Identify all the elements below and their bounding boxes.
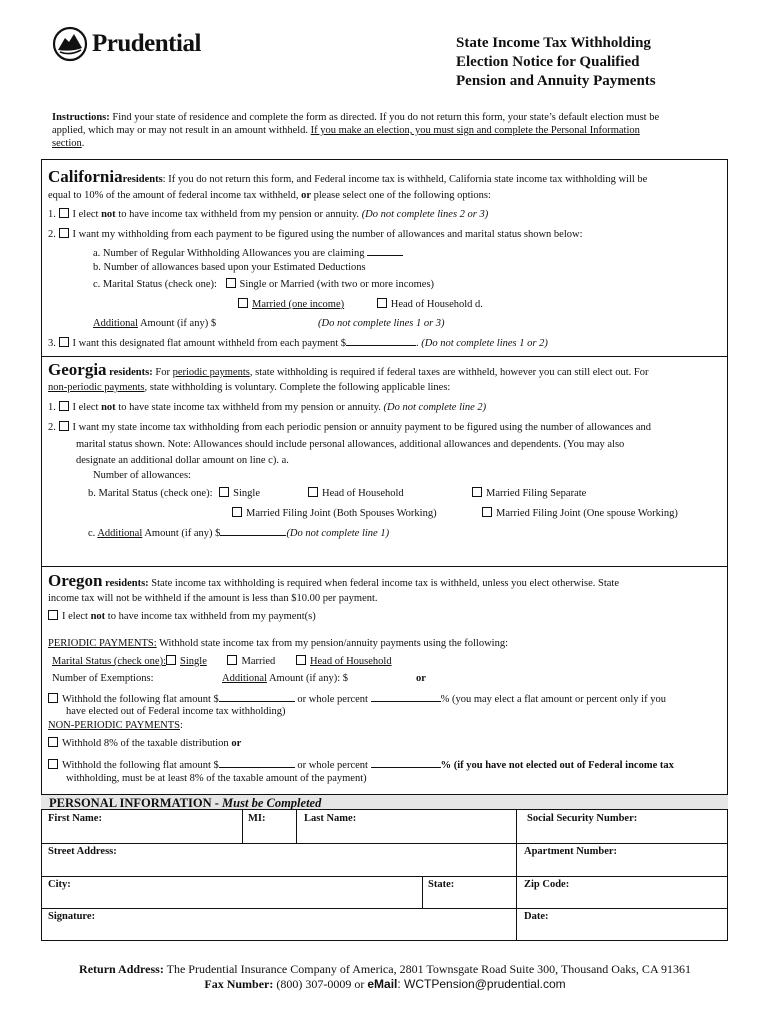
ga-mfj-both-checkbox[interactable] [232,507,242,517]
ga-opt2-checkbox[interactable] [59,421,69,431]
col-line-mi [242,810,243,843]
row-line-3 [41,908,728,909]
street-address-field[interactable]: Street Address: [48,846,117,857]
ca-opt1-checkbox[interactable] [59,208,69,218]
or-elect-not-checkbox[interactable] [48,610,58,620]
ca-hoh-checkbox[interactable] [377,298,387,308]
or-flat1-amount-field[interactable] [219,691,295,702]
ga-opt1-checkbox[interactable] [59,401,69,411]
or-flat1-percent-field[interactable] [371,691,441,702]
oregon-intro-line-2: income tax will not be withheld if the amount is less than $10.00 per payment. [48,593,378,604]
or-flat1-checkbox[interactable] [48,693,58,703]
return-address: Return Address: The Prudential Insurance Company of America, 2801 Townsgate Road Suite 300, Thousand Oaks, CA 91361 [79,962,691,976]
ga-additional-amount: c. Additional Amount (if any) $ (Do not complete line 1) [88,525,389,540]
or-exemptions: Number of Exemptions: [52,673,154,684]
or-single-checkbox[interactable] [166,655,176,665]
georgia-intro-line-2: non-periodic payments, state withholding is voluntary. Complete the following applicable lines: [48,382,451,393]
ca-no-lines-1-3: (Do not complete lines 1 or 3) [318,318,445,329]
row-line-1 [41,843,728,844]
or-withhold-8: Withhold 8% of the taxable distribution or [48,737,241,750]
ca-opt3-checkbox[interactable] [59,337,69,347]
or-periodic-heading: PERIODIC PAYMENTS: Withhold state income tax from my pension/annuity payments using the following: [48,638,509,649]
ga-option-2-line-2: marital status shown. Note: Allowances should include personal allowances, additional allowances and dependents. (You may also [76,439,625,450]
ca-flat-amount-field[interactable] [346,335,416,346]
ga-option-2-line-3: designate an additional dollar amount on line c). a. [76,455,289,466]
or-flat2-checkbox[interactable] [48,759,58,769]
ca-allowances-field[interactable] [367,245,403,256]
ga-mfj-one-option: Married Filing Joint (One spouse Working) [482,507,678,520]
california-intro-line-1: Californiaresidents: If you do not return this form, and Federal income tax is withheld, California state income tax withholding will be [48,167,648,186]
divider-ga-or [41,566,728,567]
ga-marital-row-1: b. Marital Status (check one): Single [88,488,260,499]
or-flat2-percent-field[interactable] [371,757,441,768]
ga-mfs-option: Married Filing Separate [472,487,586,500]
georgia-intro-line-1: Georgia residents: For periodic payments, state withholding is required if federal taxes are withheld, however you can still elect out. For [48,360,649,379]
form-title [456,34,656,91]
title-line-1: State Income Tax Withholding [456,35,651,51]
mi-field[interactable]: MI: [248,813,266,824]
or-flat-amount-2: Withhold the following flat amount $ or whole percent % (if you have not elected out of Federal income tax [48,757,674,772]
or-married-checkbox[interactable] [227,655,237,665]
rock-logo-icon [52,26,88,62]
ssn-field[interactable]: Social Security Number: [527,813,638,824]
state-field[interactable]: State: [428,879,455,890]
first-name-field[interactable]: First Name: [48,813,102,824]
ca-single-married-checkbox[interactable] [226,278,236,288]
ca-additional-amount: Additional Amount (if any) $ [93,318,217,329]
instructions-line-1: Instructions: Find your state of residence and complete the form as directed. If you do not return this form, your state’s default election must be [52,112,660,123]
or-flat-amount-2-line-2: withholding, must be at least 8% of the taxable amount of the payment) [66,773,367,784]
ga-allowances: Number of allowances: [93,470,191,481]
ga-hoh-checkbox[interactable] [308,487,318,497]
ga-option-2: 2. I want my state income tax withholding from each periodic pension or annuity payment to be figured using the number of allowances and [48,422,652,433]
col-line-last [296,810,297,843]
ga-mfs-checkbox[interactable] [472,487,482,497]
col-line-right [516,810,517,941]
prudential-logo [52,24,222,64]
or-marital-row: Marital Status (check one): Single Married Head of Household [52,656,392,667]
ca-married-one-checkbox[interactable] [238,298,248,308]
or-withhold8-checkbox[interactable] [48,737,58,747]
or-nonperiodic-heading: NON-PERIODIC PAYMENTS: [48,720,183,731]
ca-option-2a: a. Number of Regular Withholding Allowances you are claiming [93,245,403,260]
ca-option-2: 2. I want my withholding from each payment to be figured using the number of allowances and marital status shown below: [48,229,583,240]
signature-field[interactable]: Signature: [48,911,96,922]
oregon-intro-line-1: Oregon residents: State income tax withholding is required when federal income tax is withheld, unless you elect otherwise. State [48,571,619,590]
city-field[interactable]: City: [48,879,71,890]
ga-option-1: 1. I elect not to have state income tax withheld from my pension or annuity. (Do not complete line 2) [48,402,487,413]
logo-wordmark: Prudential [92,30,201,57]
or-flat-amount-1: Withhold the following flat amount $ or whole percent % (you may elect a flat amount or percent only if you [48,691,666,706]
california-intro-line-2: equal to 10% of the amount of federal income tax withheld, or please select one of the following options: [48,190,491,201]
or-flat-amount-1-line-2: have elected out of Federal income tax withholding) [66,706,286,717]
zip-code-field[interactable]: Zip Code: [524,879,570,890]
ca-option-2b: b. Number of allowances based upon your Estimated Deductions [93,262,366,273]
title-line-2: Election Notice for Qualified [456,54,640,70]
fax-email-line: Fax Number: (800) 307-0009 or eMail: WCTPension@prudential.com [204,977,566,991]
or-flat2-amount-field[interactable] [219,757,295,768]
row-line-2 [41,876,728,877]
or-elect-not: I elect not to have income tax withheld from my payment(s) [48,610,316,623]
ga-single-checkbox[interactable] [219,487,229,497]
ca-married-one-row: Married (one income) Head of Household d. [238,298,483,311]
ga-additional-field[interactable] [220,525,286,536]
apartment-number-field[interactable]: Apartment Number: [524,846,618,857]
ga-mfj-both-option: Married Filing Joint (Both Spouses Working) [232,507,437,520]
personal-info-heading: PERSONAL INFORMATION - Must be Completed [49,796,322,810]
divider-ca-ga [41,356,728,357]
ca-option-3: 3. I want this designated flat amount withheld from each payment $ . (Do not complete lines 1 or 2) [48,335,548,350]
last-name-field[interactable]: Last Name: [304,813,357,824]
instructions-line-2: applied, which may or may not result in an amount withheld. If you make an election, you must sign and complete the Personal Information [52,125,640,136]
ca-option-1: 1. I elect not to have income tax withheld from my pension or annuity. (Do not complete lines 2 or 3) [48,209,489,220]
or-hoh-checkbox[interactable] [296,655,306,665]
or-or-label: or [416,673,426,684]
ca-option-2c: c. Marital Status (check one): Single or Married (with two or more incomes) [93,279,435,290]
ca-opt2-checkbox[interactable] [59,228,69,238]
or-additional-amount: Additional Amount (if any): $ [222,673,348,684]
title-line-3: Pension and Annuity Payments [456,73,656,89]
col-line-state [422,876,423,908]
instructions-line-3: section. [52,138,85,149]
ga-hoh-option: Head of Household [308,487,404,500]
ga-mfj-one-checkbox[interactable] [482,507,492,517]
date-field[interactable]: Date: [524,911,549,922]
